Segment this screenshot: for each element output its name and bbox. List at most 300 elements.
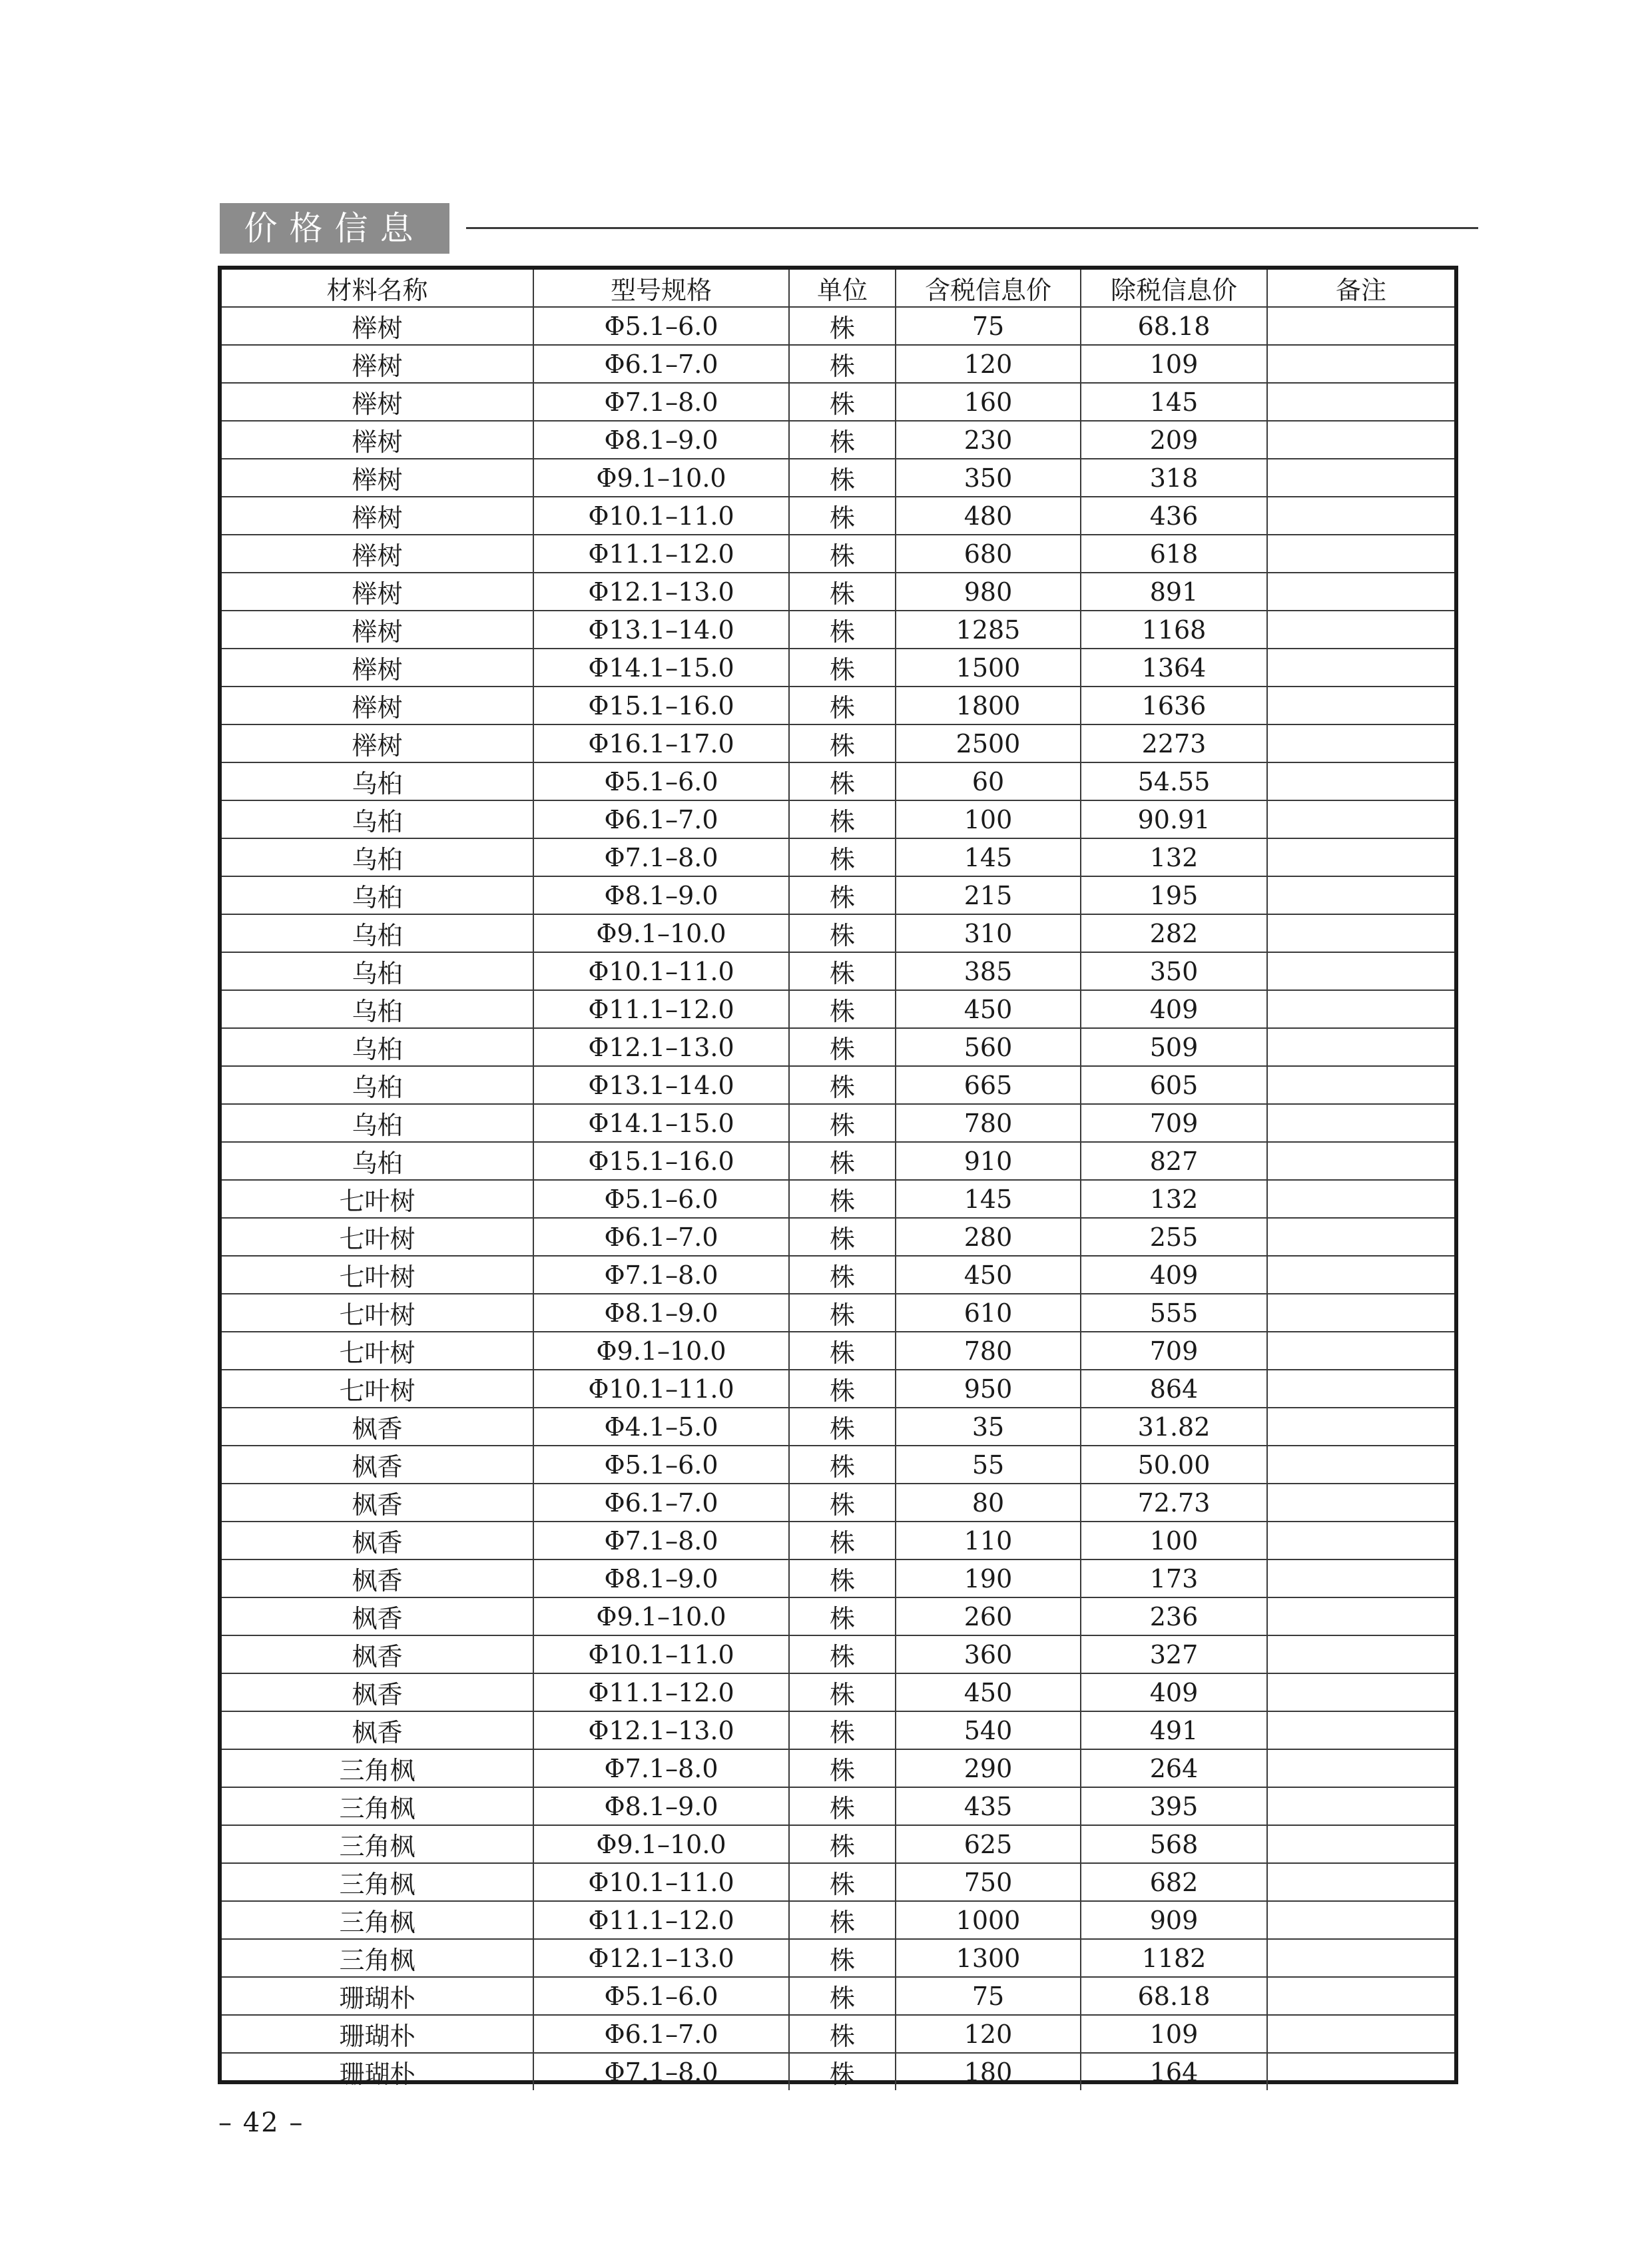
remarks-cell [1267, 687, 1454, 724]
price-with-tax-cell: 60 [896, 762, 1081, 800]
price-without-tax-cell: 1168 [1081, 611, 1267, 649]
table-row [222, 1408, 1454, 1446]
section-divider [466, 227, 1478, 229]
specification-cell: Φ9.1–10.0 [533, 1825, 789, 1863]
material-name-cell: 七叶树 [222, 1294, 533, 1332]
price-with-tax-cell: 1300 [896, 1939, 1081, 1977]
price-with-tax-cell: 385 [896, 952, 1081, 990]
unit-cell: 株 [789, 838, 896, 876]
remarks-cell [1267, 990, 1454, 1028]
table-row [222, 990, 1454, 1028]
price-without-tax-cell: 709 [1081, 1104, 1267, 1142]
remarks-cell [1267, 2053, 1454, 2090]
material-name-cell: 七叶树 [222, 1256, 533, 1294]
remarks-cell [1267, 1522, 1454, 1559]
price-without-tax-cell: 409 [1081, 990, 1267, 1028]
header-unit: 单位 [789, 270, 896, 307]
remarks-cell [1267, 952, 1454, 990]
price-without-tax-cell: 568 [1081, 1825, 1267, 1863]
material-name-cell: 枫香 [222, 1559, 533, 1597]
specification-cell: Φ13.1–14.0 [533, 1066, 789, 1104]
price-without-tax-cell: 50.00 [1081, 1446, 1267, 1484]
price-with-tax-cell: 780 [896, 1104, 1081, 1142]
material-name-cell: 三角枫 [222, 1787, 533, 1825]
table-row [222, 838, 1454, 876]
price-without-tax-cell: 327 [1081, 1635, 1267, 1673]
material-name-cell: 乌桕 [222, 762, 533, 800]
price-with-tax-cell: 110 [896, 1522, 1081, 1559]
specification-cell: Φ10.1–11.0 [533, 952, 789, 990]
material-name-cell: 榉树 [222, 497, 533, 535]
price-without-tax-cell: 1636 [1081, 687, 1267, 724]
remarks-cell [1267, 1294, 1454, 1332]
unit-cell: 株 [789, 800, 896, 838]
remarks-cell [1267, 838, 1454, 876]
specification-cell: Φ5.1–6.0 [533, 762, 789, 800]
price-with-tax-cell: 910 [896, 1142, 1081, 1180]
price-without-tax-cell: 132 [1081, 1180, 1267, 1218]
unit-cell: 株 [789, 1559, 896, 1597]
table-row [222, 2015, 1454, 2053]
unit-cell: 株 [789, 649, 896, 687]
price-with-tax-cell: 610 [896, 1294, 1081, 1332]
price-without-tax-cell: 350 [1081, 952, 1267, 990]
remarks-cell [1267, 800, 1454, 838]
price-table [222, 270, 1454, 2090]
table-row [222, 952, 1454, 990]
price-with-tax-cell: 75 [896, 307, 1081, 345]
material-name-cell: 榉树 [222, 459, 533, 497]
price-without-tax-cell: 100 [1081, 1522, 1267, 1559]
table-row [222, 1711, 1454, 1749]
material-name-cell: 三角枫 [222, 1901, 533, 1939]
unit-cell: 株 [789, 1218, 896, 1256]
specification-cell: Φ12.1–13.0 [533, 573, 789, 611]
remarks-cell [1267, 2015, 1454, 2053]
material-name-cell: 三角枫 [222, 1825, 533, 1863]
price-with-tax-cell: 560 [896, 1028, 1081, 1066]
unit-cell: 株 [789, 1256, 896, 1294]
price-with-tax-cell: 35 [896, 1408, 1081, 1446]
material-name-cell: 乌桕 [222, 800, 533, 838]
price-without-tax-cell: 491 [1081, 1711, 1267, 1749]
specification-cell: Φ6.1–7.0 [533, 2015, 789, 2053]
material-name-cell: 乌桕 [222, 876, 533, 914]
specification-cell: Φ7.1–8.0 [533, 383, 789, 421]
unit-cell: 株 [789, 876, 896, 914]
price-with-tax-cell: 145 [896, 838, 1081, 876]
table-row [222, 2053, 1454, 2090]
material-name-cell: 榉树 [222, 307, 533, 345]
specification-cell: Φ7.1–8.0 [533, 1749, 789, 1787]
remarks-cell [1267, 383, 1454, 421]
unit-cell: 株 [789, 2053, 896, 2090]
material-name-cell: 珊瑚朴 [222, 1977, 533, 2015]
material-name-cell: 枫香 [222, 1446, 533, 1484]
specification-cell: Φ5.1–6.0 [533, 1180, 789, 1218]
material-name-cell: 珊瑚朴 [222, 2015, 533, 2053]
material-name-cell: 乌桕 [222, 952, 533, 990]
unit-cell: 株 [789, 1787, 896, 1825]
remarks-cell [1267, 1901, 1454, 1939]
material-name-cell: 三角枫 [222, 1863, 533, 1901]
price-without-tax-cell: 54.55 [1081, 762, 1267, 800]
header-remarks: 备注 [1267, 270, 1454, 307]
unit-cell: 株 [789, 1028, 896, 1066]
material-name-cell: 枫香 [222, 1673, 533, 1711]
material-name-cell: 枫香 [222, 1484, 533, 1522]
price-without-tax-cell: 509 [1081, 1028, 1267, 1066]
price-with-tax-cell: 160 [896, 383, 1081, 421]
material-name-cell: 七叶树 [222, 1180, 533, 1218]
material-name-cell: 三角枫 [222, 1749, 533, 1787]
price-with-tax-cell: 950 [896, 1370, 1081, 1408]
price-with-tax-cell: 680 [896, 535, 1081, 573]
remarks-cell [1267, 1370, 1454, 1408]
specification-cell: Φ5.1–6.0 [533, 1446, 789, 1484]
unit-cell: 株 [789, 421, 896, 459]
table-row [222, 459, 1454, 497]
price-with-tax-cell: 360 [896, 1635, 1081, 1673]
price-without-tax-cell: 164 [1081, 2053, 1267, 2090]
material-name-cell: 枫香 [222, 1635, 533, 1673]
table-row [222, 1749, 1454, 1787]
unit-cell: 株 [789, 1635, 896, 1673]
unit-cell: 株 [789, 573, 896, 611]
price-with-tax-cell: 310 [896, 914, 1081, 952]
table-row [222, 1484, 1454, 1522]
price-with-tax-cell: 100 [896, 800, 1081, 838]
remarks-cell [1267, 1863, 1454, 1901]
price-without-tax-cell: 1364 [1081, 649, 1267, 687]
specification-cell: Φ4.1–5.0 [533, 1408, 789, 1446]
unit-cell: 株 [789, 1825, 896, 1863]
header-price-with-tax: 含税信息价 [896, 270, 1081, 307]
price-with-tax-cell: 120 [896, 345, 1081, 383]
table-row [222, 687, 1454, 724]
unit-cell: 株 [789, 383, 896, 421]
table-row [222, 800, 1454, 838]
remarks-cell [1267, 1939, 1454, 1977]
remarks-cell [1267, 459, 1454, 497]
price-with-tax-cell: 450 [896, 1256, 1081, 1294]
specification-cell: Φ11.1–12.0 [533, 535, 789, 573]
price-with-tax-cell: 215 [896, 876, 1081, 914]
specification-cell: Φ7.1–8.0 [533, 2053, 789, 2090]
table-row [222, 1218, 1454, 1256]
table-row [222, 1673, 1454, 1711]
table-body [222, 307, 1454, 2090]
unit-cell: 株 [789, 1597, 896, 1635]
price-without-tax-cell: 90.91 [1081, 800, 1267, 838]
price-with-tax-cell: 780 [896, 1332, 1081, 1370]
table-row [222, 876, 1454, 914]
price-without-tax-cell: 282 [1081, 914, 1267, 952]
remarks-cell [1267, 1180, 1454, 1218]
specification-cell: Φ6.1–7.0 [533, 800, 789, 838]
price-with-tax-cell: 120 [896, 2015, 1081, 2053]
price-without-tax-cell: 618 [1081, 535, 1267, 573]
unit-cell: 株 [789, 1901, 896, 1939]
specification-cell: Φ15.1–16.0 [533, 687, 789, 724]
remarks-cell [1267, 1673, 1454, 1711]
remarks-cell [1267, 1066, 1454, 1104]
price-with-tax-cell: 75 [896, 1977, 1081, 2015]
remarks-cell [1267, 724, 1454, 762]
specification-cell: Φ5.1–6.0 [533, 1977, 789, 2015]
price-without-tax-cell: 682 [1081, 1863, 1267, 1901]
material-name-cell: 乌桕 [222, 1066, 533, 1104]
specification-cell: Φ12.1–13.0 [533, 1711, 789, 1749]
unit-cell: 株 [789, 1370, 896, 1408]
table-row [222, 573, 1454, 611]
price-without-tax-cell: 395 [1081, 1787, 1267, 1825]
price-without-tax-cell: 864 [1081, 1370, 1267, 1408]
specification-cell: Φ6.1–7.0 [533, 1218, 789, 1256]
remarks-cell [1267, 1749, 1454, 1787]
remarks-cell [1267, 1408, 1454, 1446]
specification-cell: Φ10.1–11.0 [533, 1863, 789, 1901]
price-with-tax-cell: 230 [896, 421, 1081, 459]
price-without-tax-cell: 264 [1081, 1749, 1267, 1787]
table-row [222, 535, 1454, 573]
table-row [222, 1294, 1454, 1332]
price-with-tax-cell: 55 [896, 1446, 1081, 1484]
remarks-cell [1267, 573, 1454, 611]
price-without-tax-cell: 145 [1081, 383, 1267, 421]
remarks-cell [1267, 1332, 1454, 1370]
material-name-cell: 乌桕 [222, 914, 533, 952]
remarks-cell [1267, 1256, 1454, 1294]
price-with-tax-cell: 190 [896, 1559, 1081, 1597]
price-table-frame [218, 266, 1458, 2089]
unit-cell: 株 [789, 724, 896, 762]
unit-cell: 株 [789, 1104, 896, 1142]
price-with-tax-cell: 290 [896, 1749, 1081, 1787]
remarks-cell [1267, 307, 1454, 345]
unit-cell: 株 [789, 1939, 896, 1977]
price-without-tax-cell: 909 [1081, 1901, 1267, 1939]
table-row [222, 1142, 1454, 1180]
material-name-cell: 七叶树 [222, 1332, 533, 1370]
price-with-tax-cell: 540 [896, 1711, 1081, 1749]
price-with-tax-cell: 260 [896, 1597, 1081, 1635]
table-row [222, 1104, 1454, 1142]
price-without-tax-cell: 436 [1081, 497, 1267, 535]
material-name-cell: 珊瑚朴 [222, 2053, 533, 2090]
specification-cell: Φ6.1–7.0 [533, 1484, 789, 1522]
material-name-cell: 榉树 [222, 649, 533, 687]
price-with-tax-cell: 1500 [896, 649, 1081, 687]
table-row [222, 307, 1454, 345]
unit-cell: 株 [789, 345, 896, 383]
material-name-cell: 乌桕 [222, 1028, 533, 1066]
unit-cell: 株 [789, 1446, 896, 1484]
price-with-tax-cell: 750 [896, 1863, 1081, 1901]
remarks-cell [1267, 497, 1454, 535]
table-row [222, 1559, 1454, 1597]
specification-cell: Φ15.1–16.0 [533, 1142, 789, 1180]
table-row [222, 1635, 1454, 1673]
specification-cell: Φ10.1–11.0 [533, 497, 789, 535]
material-name-cell: 乌桕 [222, 1104, 533, 1142]
material-name-cell: 乌桕 [222, 838, 533, 876]
remarks-cell [1267, 914, 1454, 952]
table-row [222, 1028, 1454, 1066]
table-row [222, 1901, 1454, 1939]
specification-cell: Φ14.1–15.0 [533, 649, 789, 687]
price-without-tax-cell: 318 [1081, 459, 1267, 497]
table-row [222, 1332, 1454, 1370]
specification-cell: Φ9.1–10.0 [533, 459, 789, 497]
specification-cell: Φ12.1–13.0 [533, 1939, 789, 1977]
specification-cell: Φ10.1–11.0 [533, 1370, 789, 1408]
price-with-tax-cell: 450 [896, 1673, 1081, 1711]
price-with-tax-cell: 180 [896, 2053, 1081, 2090]
specification-cell: Φ8.1–9.0 [533, 1294, 789, 1332]
price-without-tax-cell: 132 [1081, 838, 1267, 876]
header-price-without-tax: 除税信息价 [1081, 270, 1267, 307]
unit-cell: 株 [789, 459, 896, 497]
price-with-tax-cell: 350 [896, 459, 1081, 497]
table-row [222, 1787, 1454, 1825]
specification-cell: Φ7.1–8.0 [533, 838, 789, 876]
table-header-row [222, 270, 1454, 307]
specification-cell: Φ14.1–15.0 [533, 1104, 789, 1142]
price-without-tax-cell: 409 [1081, 1256, 1267, 1294]
price-with-tax-cell: 80 [896, 1484, 1081, 1522]
specification-cell: Φ7.1–8.0 [533, 1256, 789, 1294]
unit-cell: 株 [789, 1142, 896, 1180]
price-without-tax-cell: 1182 [1081, 1939, 1267, 1977]
remarks-cell [1267, 1787, 1454, 1825]
table-row [222, 345, 1454, 383]
specification-cell: Φ13.1–14.0 [533, 611, 789, 649]
price-without-tax-cell: 109 [1081, 345, 1267, 383]
table-row [222, 914, 1454, 952]
material-name-cell: 榉树 [222, 383, 533, 421]
specification-cell: Φ8.1–9.0 [533, 421, 789, 459]
specification-cell: Φ11.1–12.0 [533, 1673, 789, 1711]
unit-cell: 株 [789, 1408, 896, 1446]
price-with-tax-cell: 625 [896, 1825, 1081, 1863]
material-name-cell: 乌桕 [222, 990, 533, 1028]
table-row [222, 1522, 1454, 1559]
remarks-cell [1267, 1559, 1454, 1597]
price-without-tax-cell: 827 [1081, 1142, 1267, 1180]
remarks-cell [1267, 1597, 1454, 1635]
price-with-tax-cell: 280 [896, 1218, 1081, 1256]
remarks-cell [1267, 1446, 1454, 1484]
specification-cell: Φ5.1–6.0 [533, 307, 789, 345]
price-without-tax-cell: 209 [1081, 421, 1267, 459]
header-specification: 型号规格 [533, 270, 789, 307]
unit-cell: 株 [789, 1484, 896, 1522]
remarks-cell [1267, 535, 1454, 573]
unit-cell: 株 [789, 990, 896, 1028]
remarks-cell [1267, 762, 1454, 800]
unit-cell: 株 [789, 1673, 896, 1711]
price-without-tax-cell: 31.82 [1081, 1408, 1267, 1446]
material-name-cell: 榉树 [222, 535, 533, 573]
unit-cell: 株 [789, 952, 896, 990]
price-with-tax-cell: 1000 [896, 1901, 1081, 1939]
unit-cell: 株 [789, 1863, 896, 1901]
specification-cell: Φ9.1–10.0 [533, 1597, 789, 1635]
remarks-cell [1267, 1711, 1454, 1749]
table-row [222, 649, 1454, 687]
material-name-cell: 榉树 [222, 345, 533, 383]
table-row [222, 1180, 1454, 1218]
specification-cell: Φ9.1–10.0 [533, 1332, 789, 1370]
specification-cell: Φ9.1–10.0 [533, 914, 789, 952]
section-title: 价格信息 [220, 203, 449, 254]
table-row [222, 497, 1454, 535]
unit-cell: 株 [789, 1749, 896, 1787]
price-without-tax-cell: 605 [1081, 1066, 1267, 1104]
material-name-cell: 三角枫 [222, 1939, 533, 1977]
table-row [222, 1977, 1454, 2015]
specification-cell: Φ7.1–8.0 [533, 1522, 789, 1559]
material-name-cell: 枫香 [222, 1711, 533, 1749]
table-row [222, 383, 1454, 421]
price-without-tax-cell: 236 [1081, 1597, 1267, 1635]
price-without-tax-cell: 195 [1081, 876, 1267, 914]
unit-cell: 株 [789, 1522, 896, 1559]
table-row [222, 1256, 1454, 1294]
page-number: – 42 – [218, 2108, 304, 2138]
price-with-tax-cell: 2500 [896, 724, 1081, 762]
material-name-cell: 乌桕 [222, 1142, 533, 1180]
specification-cell: Φ8.1–9.0 [533, 1559, 789, 1597]
remarks-cell [1267, 1142, 1454, 1180]
remarks-cell [1267, 1635, 1454, 1673]
specification-cell: Φ11.1–12.0 [533, 990, 789, 1028]
material-name-cell: 榉树 [222, 687, 533, 724]
header-material-name: 材料名称 [222, 270, 533, 307]
material-name-cell: 七叶树 [222, 1370, 533, 1408]
unit-cell: 株 [789, 1180, 896, 1218]
price-with-tax-cell: 1285 [896, 611, 1081, 649]
specification-cell: Φ16.1–17.0 [533, 724, 789, 762]
material-name-cell: 枫香 [222, 1522, 533, 1559]
material-name-cell: 枫香 [222, 1408, 533, 1446]
material-name-cell: 榉树 [222, 421, 533, 459]
table-row [222, 1597, 1454, 1635]
specification-cell: Φ6.1–7.0 [533, 345, 789, 383]
unit-cell: 株 [789, 1977, 896, 2015]
unit-cell: 株 [789, 535, 896, 573]
remarks-cell [1267, 1104, 1454, 1142]
remarks-cell [1267, 1825, 1454, 1863]
price-without-tax-cell: 68.18 [1081, 307, 1267, 345]
price-with-tax-cell: 435 [896, 1787, 1081, 1825]
material-name-cell: 枫香 [222, 1597, 533, 1635]
remarks-cell [1267, 649, 1454, 687]
remarks-cell [1267, 1218, 1454, 1256]
price-with-tax-cell: 980 [896, 573, 1081, 611]
price-without-tax-cell: 109 [1081, 2015, 1267, 2053]
price-with-tax-cell: 480 [896, 497, 1081, 535]
specification-cell: Φ10.1–11.0 [533, 1635, 789, 1673]
section-header [220, 203, 1478, 254]
table-row [222, 762, 1454, 800]
price-without-tax-cell: 409 [1081, 1673, 1267, 1711]
material-name-cell: 榉树 [222, 573, 533, 611]
remarks-cell [1267, 876, 1454, 914]
remarks-cell [1267, 345, 1454, 383]
remarks-cell [1267, 421, 1454, 459]
